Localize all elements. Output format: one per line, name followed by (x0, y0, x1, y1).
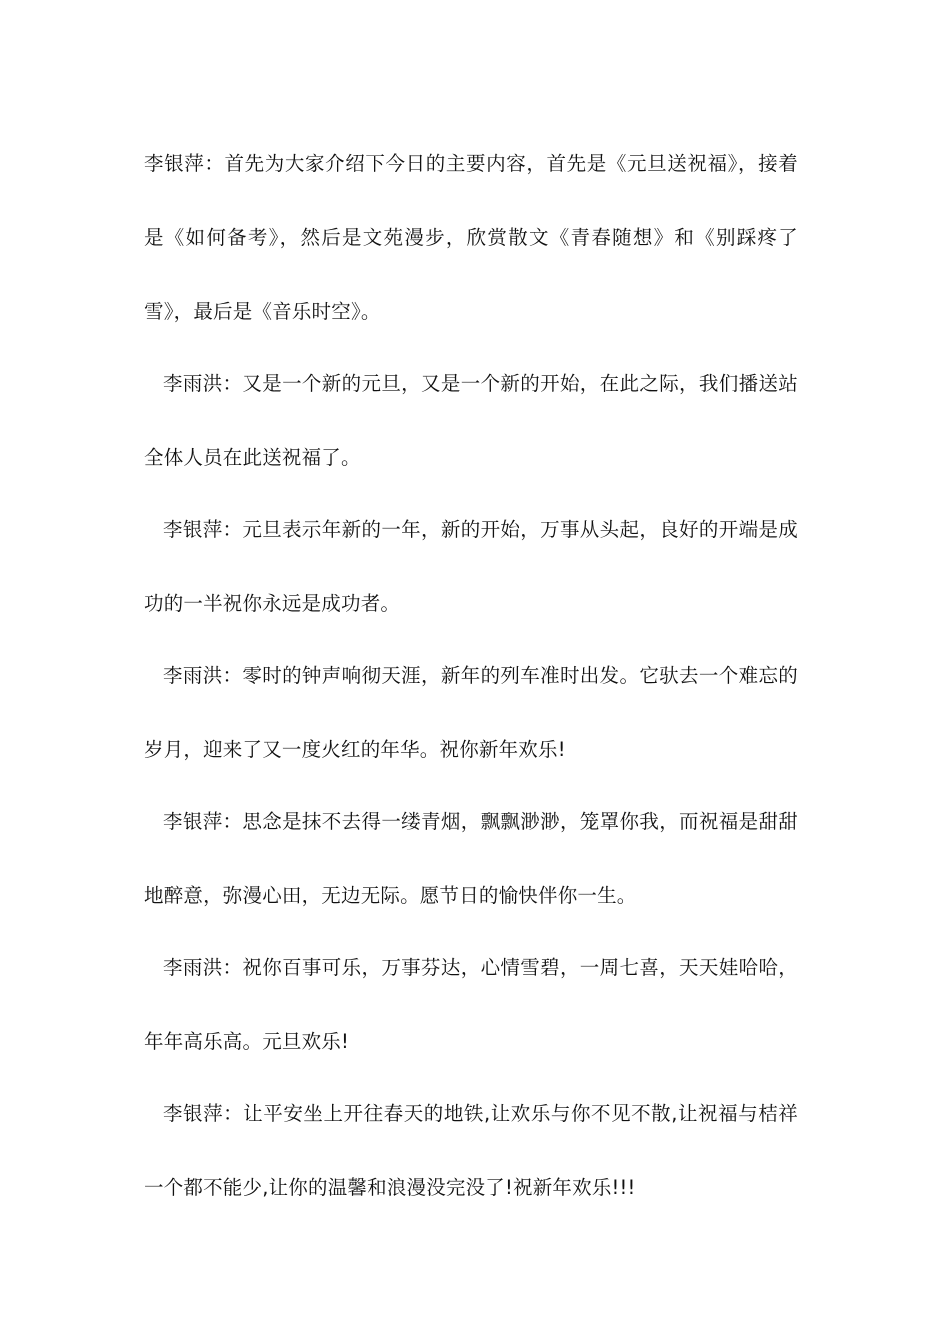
paragraph-4: 李雨洪：零时的钟声响彻天涯，新年的列车准时出发。它驮去一个难忘的岁月，迎来了又一度火红的年华。祝你新年欢乐! (144, 664, 798, 761)
document-body (144, 127, 798, 1223)
paragraph-2: 李雨洪：又是一个新的元旦，又是一个新的开始，在此之际，我们播送站全体人员在此送祝福了。 (144, 372, 798, 469)
paragraph-intro: 李银萍：首先为大家介绍下今日的主要内容，首先是《元旦送祝福》，接着是《如何备考》，然后是文苑漫步，欣赏散文《青春随想》和《别踩疼了雪》，最后是《音乐时空》。 (144, 152, 798, 323)
paragraph-6: 李雨洪：祝你百事可乐，万事芬达，心情雪碧，一周七喜，天天娃哈哈，年年高乐高。元旦欢乐! (144, 956, 798, 1053)
paragraph-3: 李银萍：元旦表示年新的一年，新的开始，万事从头起，良好的开端是成功的一半祝你永远是成功者。 (144, 518, 798, 615)
paragraph-5: 李银萍：思念是抹不去得一缕青烟，飘飘渺渺，笼罩你我，而祝福是甜甜地醉意，弥漫心田，无边无际。愿节日的愉快伴你一生。 (144, 810, 798, 907)
paragraph-7: 李银萍：让平安坐上开往春天的地铁,让欢乐与你不见不散,让祝福与桔祥一个都不能少,让你的温馨和浪漫没完没了!祝新年欢乐!!! (144, 1102, 798, 1199)
